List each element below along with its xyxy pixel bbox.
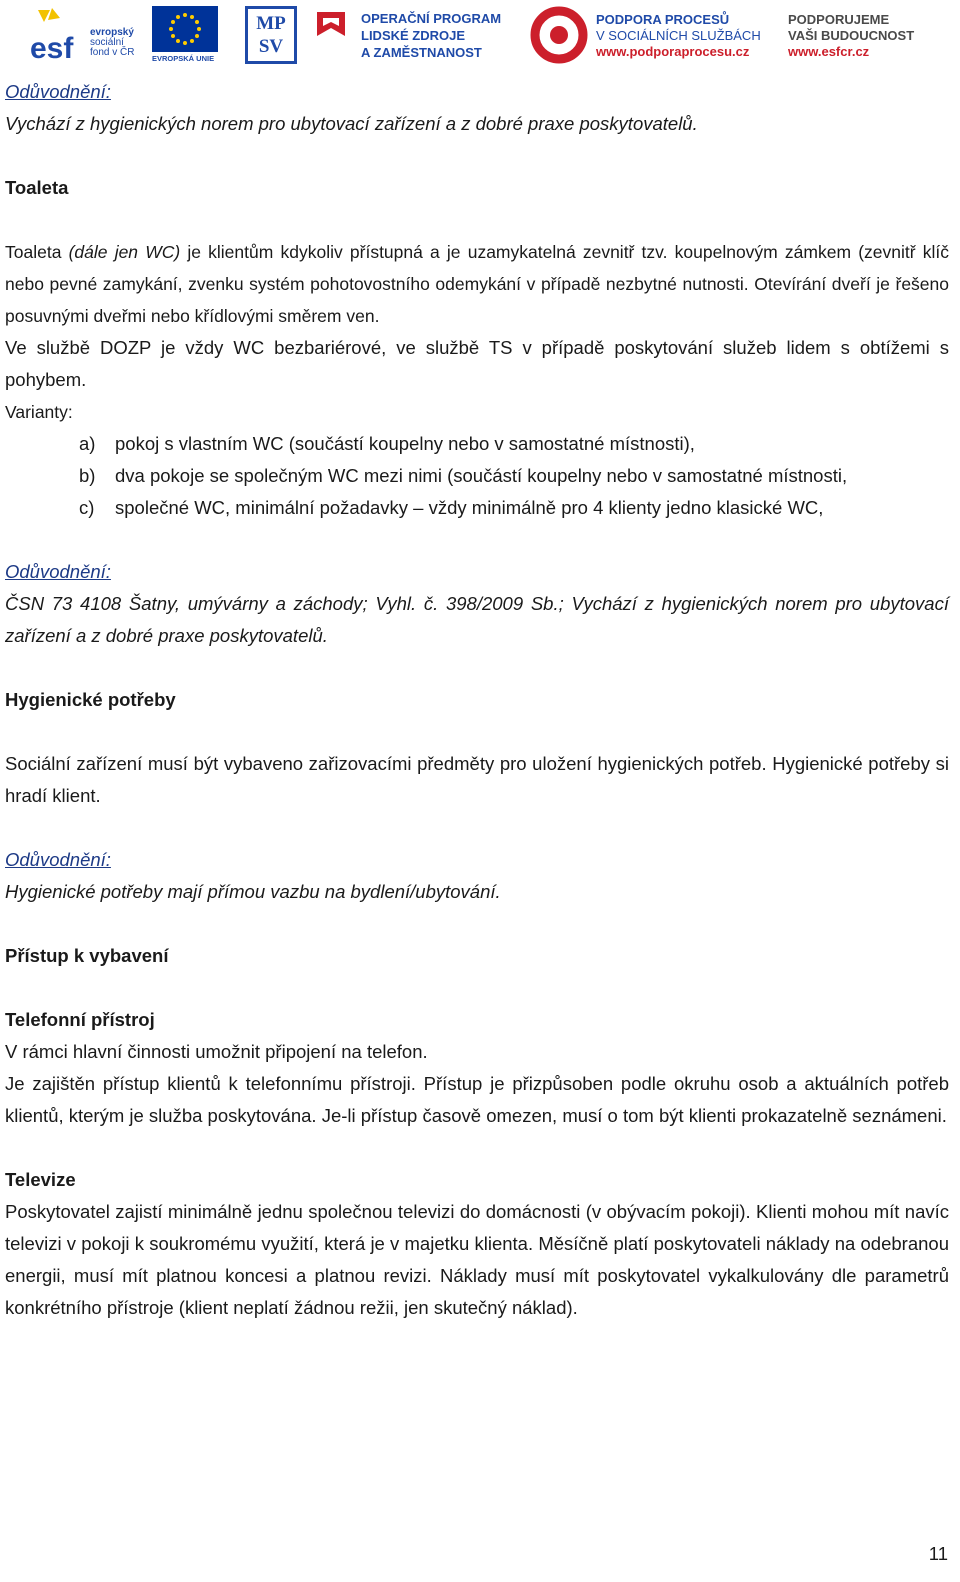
document-body — [5, 76, 949, 1324]
toaleta-p1-abbrev: (dále jen WC) — [68, 242, 181, 262]
list-marker: a) — [79, 433, 96, 454]
list-item — [5, 460, 949, 492]
op-line1: OPERAČNÍ PROGRAM — [361, 11, 502, 26]
mpsv-line2: SV — [258, 36, 284, 57]
justification-text: Vychází z hygienických norem pro ubytovací zařízení a z dobré praxe poskytovatelů. — [5, 113, 698, 134]
op-line3: A ZAMĚSTNANOST — [361, 45, 482, 60]
op-line2: LIDSKÉ ZDROJE — [361, 28, 466, 43]
op-logo — [315, 4, 520, 66]
esf-star-icon — [30, 6, 88, 62]
variants-list — [5, 428, 949, 524]
justification-text: Hygienické potřeby mají přímou vazbu na bydlení/ubytování. — [5, 881, 501, 902]
podpora-line2: V SOCIÁLNÍCH SLUŽBÁCH — [596, 28, 761, 43]
list-text: pokoj s vlastním WC (součástí koupelny nebo v samostatné místnosti), — [115, 433, 695, 454]
esfcr-line1: PODPORUJEME — [788, 12, 890, 27]
esfcr-line2: VAŠI BUDOUCNOST — [788, 28, 915, 43]
esfcr-url: www.esfcr.cz — [788, 44, 870, 59]
toaleta-p1-start: Toaleta — [5, 242, 69, 262]
page-number: 11 — [928, 1543, 948, 1564]
esf-line2: sociální — [90, 37, 124, 48]
section-heading-hygiena: Hygienické potřeby — [5, 689, 176, 710]
esf-line3: fond v ČR — [90, 47, 135, 58]
variants-label: Varianty: — [5, 402, 73, 422]
list-item — [5, 492, 949, 524]
mpsv-line1: MP — [256, 13, 286, 34]
podpora-procesu-logo — [530, 4, 775, 66]
list-text: společné WC, minimální požadavky – vždy minimálně pro 4 klienty jedno klasické WC, — [115, 497, 824, 518]
esfcr-logo — [788, 4, 930, 66]
justification-text: ČSN 73 4108 Šatny, umývárny a záchody; Vyhl. č. 398/2009 Sb.; Vychází z hygienických norem pro ubytovací zařízení a z dobré praxe poskytovatelů. — [5, 593, 949, 646]
logo-header — [30, 4, 930, 66]
justification-label: Odůvodnění: — [5, 849, 111, 870]
justification-label: Odůvodnění: — [5, 81, 111, 102]
esf-logo — [30, 4, 140, 66]
toaleta-paragraph-2: Ve službě DOZP je vždy WC bezbariérové, ve službě TS v případě poskytování služeb lidem s obtížemi s pohybem. — [5, 337, 949, 390]
eu-caption: EVROPSKÁ UNIE — [152, 54, 215, 63]
list-marker: b) — [79, 465, 96, 486]
telefon-paragraph-2: Je zajištěn přístup klientů k telefonnímu přístroji. Přístup je přizpůsoben podle okruhu osob a aktuálních potřeb klientů, kterým je služba poskytována. Je-li přístup časově omezen, musí o tom být klienti prokazatelně seznámeni. — [5, 1073, 949, 1126]
podpora-url: www.podporaprocesu.cz — [596, 44, 750, 59]
list-text: dva pokoje se společným WC mezi nimi (součástí koupelny nebo v samostatné místnosti, — [115, 465, 848, 486]
podpora-line1: PODPORA PROCESŮ — [596, 12, 730, 27]
podpora-caption — [596, 12, 761, 60]
list-item — [5, 428, 949, 460]
eu-flag-icon — [152, 6, 218, 52]
toaleta-p1-rest: je klientům kdykoliv přístupná a je uzamykatelná zevnitř tzv. koupelnovým zámkem (zevnitř klíč nebo pevné zamykání, zvenku systém pohotovostního odemykání v případě nezbytné nutnosti. Otevírání dveří je řešeno posuvnými dveřmi nebo křídlovými směrem ven. — [5, 242, 949, 326]
svg-text:esf: esf — [30, 32, 74, 62]
eu-logo — [152, 4, 222, 66]
section-heading-televize: Televize — [5, 1169, 76, 1190]
esf-caption — [90, 28, 134, 58]
justification-label: Odůvodnění: — [5, 561, 111, 582]
televize-paragraph: Poskytovatel zajistí minimálně jednu společnou televizi do domácnosti (v obývacím pokoji). Klienti mohou mít navíc televizi v pokoji k soukromému využití, která je v majetku klienta. Měsíčně platí poskytovateli náklady na odebranou energii, musí mít platnou koncesi a platnou revizi. Náklady musí mít poskytovatel vykalkulovány dle parametrů konkrétního přístroje (klient neplatí žádnou režii, jen skutečný náklad). — [5, 1201, 949, 1318]
section-heading-pristup: Přístup k vybavení — [5, 945, 169, 966]
op-caption — [361, 10, 501, 61]
list-marker: c) — [79, 497, 95, 518]
esf-line1: evropský — [90, 27, 134, 38]
mpsv-logo — [245, 6, 297, 64]
telefon-paragraph-1: V rámci hlavní činnosti umožnit připojení na telefon. — [5, 1041, 428, 1062]
hygiena-paragraph: Sociální zařízení musí být vybaveno zařizovacími předměty pro uložení hygienických potřeb. Hygienické potřeby si hradí klient. — [5, 753, 949, 806]
podpora-ring-icon — [530, 6, 588, 64]
section-heading-telefon: Telefonní přístroj — [5, 1009, 155, 1030]
op-flag-icon — [315, 8, 351, 44]
section-heading-toaleta: Toaleta — [5, 177, 69, 198]
esfcr-caption — [788, 12, 914, 60]
toaleta-paragraph-1 — [5, 236, 949, 332]
